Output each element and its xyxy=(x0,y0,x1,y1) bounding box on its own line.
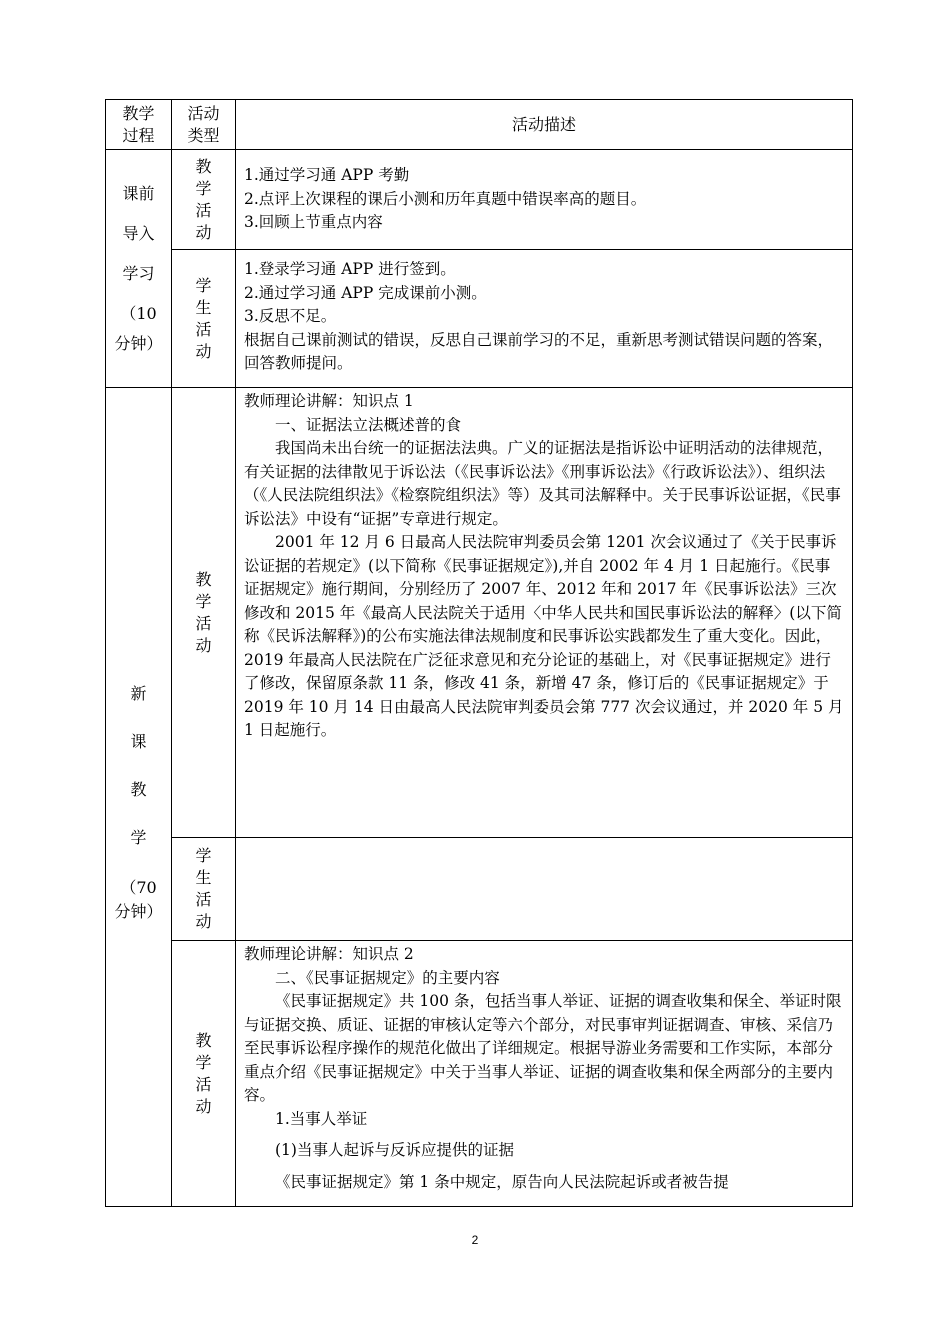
type-teacher-activity: 教 学 活 动 xyxy=(172,150,236,250)
lesson-plan-table xyxy=(105,99,853,1207)
type-student-activity: 学 生 活 动 xyxy=(172,250,236,388)
teacher-lecture-knowledge-1: 教师理论讲解：知识点 1 一、证据法立法概述普的食 我国尚未出台统一的证据法法典。广义的证据法是指诉讼中证明活动的法律规范，有关证据的法律散见于诉讼法（《民事诉讼法》《刑事诉讼法》《行政诉讼法》）、组织法（《人民法院组织法》《检察院组织法》等）及其司法解释中。关于民事诉讼证据，《民事诉讼法》中设有“证据”专章进行规定。 2001 年 12 月 6 日最高人民法院审判委员会第 1201 次会议通过了《关于民事诉讼证据的若规定》(以下简称《民事证据规定》),并自 2002 年 4 月 1 日起施行。《民事证据规定》施行期间，分别经历了 2007 年、2012 年和 2017 年《民事诉讼法》三次修改和 2015 年《最高人民法院关于适用〈中华人民共和国民事诉讼法的解释〉(以下简称《民诉法解释》)的公布实施法律法规制度和民事诉讼实践都发生了重大变化。因此， 2019 年最高人民法院在广泛征求意见和充分论证的基础上，对《民事证据规定》进行了修改，保留原条款 11 条，修改 41 条，新增 47 条，修订后的《民事证据规定》于 2019 年 10 月 14 日由最高人民法院审判委员会第 777 次会议通过，并 2020 年 5 月 1 日起施行。 xyxy=(236,388,853,838)
table-row xyxy=(106,838,853,941)
header-activity-type: 活动 类型 xyxy=(172,100,236,150)
teacher-activity-description: 1.通过学习通 APP 考勤 2.点评上次课程的课后小测和历年真题中错误率高的题目。 3.回顾上节重点内容 xyxy=(236,150,853,250)
student-activity-description-empty xyxy=(236,838,853,941)
table-row xyxy=(106,941,853,1207)
table-row xyxy=(106,250,853,388)
header-teaching-process: 教学 过程 xyxy=(106,100,172,150)
table-header-row xyxy=(106,100,853,150)
table-row xyxy=(106,388,853,838)
table-row xyxy=(106,150,853,250)
type-teacher-activity: 教 学 活 动 xyxy=(172,941,236,1207)
teacher-lecture-knowledge-2: 教师理论讲解：知识点 2 二、《民事证据规定》的主要内容 《民事证据规定》共 100 条，包括当事人举证、证据的调查收集和保全、举证时限与证据交换、质证、证据的审核认定等六个部分，对民事审判证据调查、审核、采信乃至民事诉讼程序操作的规范化做出了详细规定。根据导游业务需要和工作实际，本部分重点介绍《民事证据规定》中关于当事人举证、证据的调查收集和保全两部分的主要内容。 1.当事人举证 (1)当事人起诉与反诉应提供的证据 《民事证据规定》第 1 条中规定，原告向人民法院起诉或者被告提 xyxy=(236,941,853,1207)
header-activity-description: 活动描述 xyxy=(236,100,853,150)
stage-pre-class: 课前 导入 学习 （10 分钟） xyxy=(106,150,172,388)
type-teacher-activity: 教 学 活 动 xyxy=(172,388,236,838)
student-activity-description: 1.登录学习通 APP 进行签到。 2.通过学习通 APP 完成课前小测。 3.反思不足。 根据自己课前测试的错误，反思自己课前学习的不足，重新思考测试错误问题的答案，回答教师提问。 xyxy=(236,250,853,388)
type-student-activity: 学 生 活 动 xyxy=(172,838,236,941)
stage-new-lesson: 新 课 教 学 （70 分钟） xyxy=(106,388,172,1207)
page-number: 2 xyxy=(471,1233,479,1247)
